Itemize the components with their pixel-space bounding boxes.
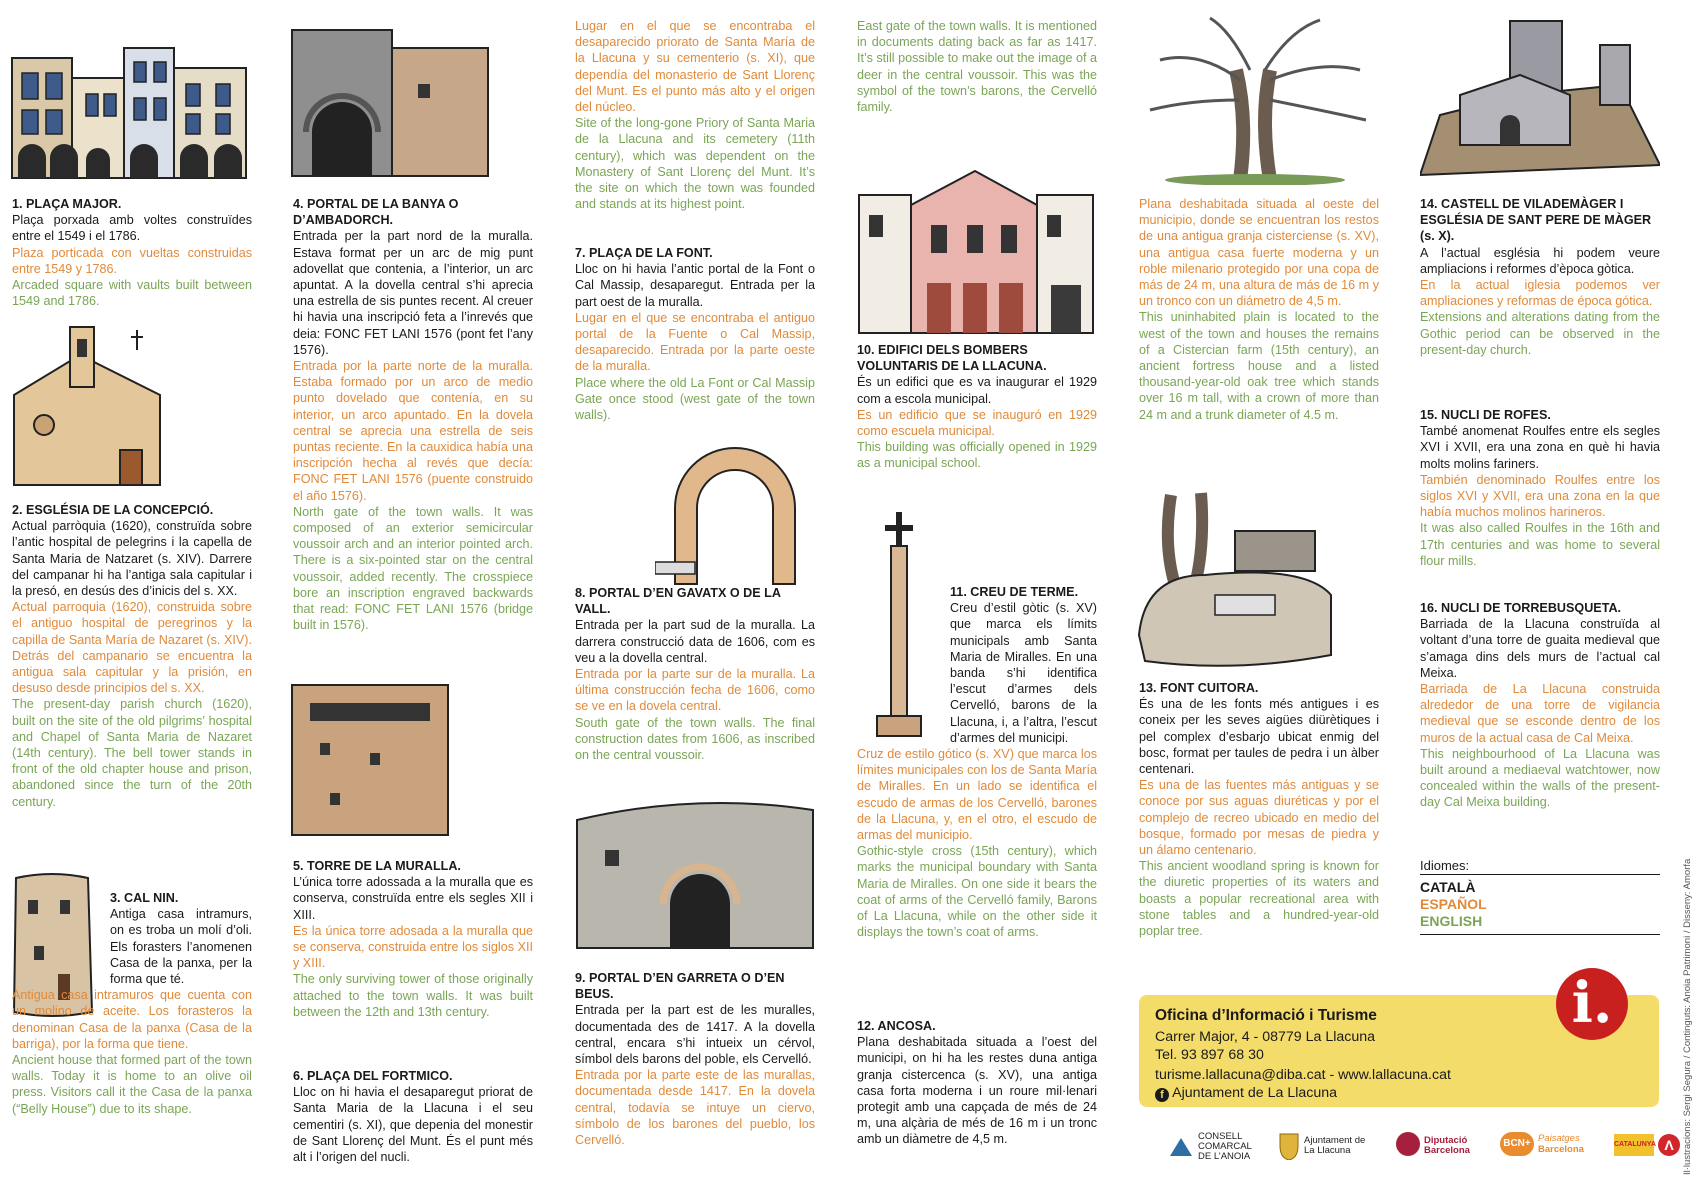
entry-4-portal-banya — [293, 196, 533, 633]
entry-text-spanish: Antigua casa intramuros que cuenta con un molino de aceite. Los forasteros la denominan Casa de la panxa (Casa de la barriga), por la forma que tiene. — [12, 988, 252, 1051]
office-contact[interactable]: turisme.lallacuna@diba.cat - www.lallacuna.cat — [1155, 1067, 1451, 1083]
entry-text-catalan: També anomenat Roulfes entre els segles XVI i XVII, era una zona en què hi havia molts molins fariners. — [1420, 424, 1660, 471]
entry-title: 16. NUCLI DE TORREBUSQUETA. — [1420, 601, 1622, 615]
entry-title: 2. ESGLÉSIA DE LA CONCEPCIÓ. — [12, 503, 214, 517]
entry-text-spanish: Lugar en el que se encontraba el antiguo portal de la Fuente o Cal Massip, desaparecido. Entrada por la parte oeste de la muralla. — [575, 310, 815, 374]
entry-text-english: Site of the long-gone Priory of Santa Maria de la Llacuna and its cemetery (11th century), which was dependent on the Monastery of Sant Llorenç del Munt. It’s the site on which the town was founded and stands at its highest point. — [575, 116, 815, 212]
entry-title: 1. PLAÇA MAJOR. — [12, 197, 122, 211]
entry-8-portal-gavatx — [575, 585, 815, 763]
entry-text-spanish: Plaza porticada con vueltas construidas entre 1549 y 1786. — [12, 245, 252, 276]
entry-13-font-cuitora — [1139, 680, 1379, 939]
bombers-illustration — [857, 165, 1097, 335]
entry-text-catalan: Lloc on hi havia el desaparegut priorat de Santa Maria de la Llacuna i el seu cementiri (s. XI), que depenia del monestir de Sant Llorenç del Munt. És el punt més alt i l’origen del nucli. — [293, 1085, 533, 1165]
font-cuitora-illustration — [1135, 485, 1335, 675]
entry-text-english: It was also called Roulfes in the 16th and 17th centuries and was home to several flour mills. — [1420, 521, 1660, 568]
entry-11-creu-terme — [857, 584, 1097, 940]
entry-9-continued — [857, 18, 1097, 115]
languages-title: Idiomes: — [1420, 858, 1470, 873]
facebook-icon: f — [1155, 1088, 1169, 1102]
catalunya-logo: CATALUNYA Λ — [1614, 1128, 1686, 1162]
entry-9-portal-garreta — [575, 970, 815, 1148]
entry-1-plaça-major — [12, 196, 252, 309]
entry-text-english: Ancient house that formed part of the town walls. Today it is home to an olive oil press. Visitors call it the Casa de la panxa (“Belly House”) due to its shape. — [12, 1053, 252, 1116]
entry-text-catalan: Creu d’estil gòtic (s. XV) que marca els límits municipals amb Santa Maria de Miralles. En una banda s’hi identifica l’escut d’armes dels Cervelló, barons de la Llacuna, i, a l’altra, l’escut d’armes del municipi. — [950, 601, 1097, 745]
office-address: Carrer Major, 4 - 08779 La Llacuna — [1155, 1029, 1376, 1045]
coat-of-arms-icon — [1278, 1130, 1300, 1160]
entry-14-castell — [1420, 196, 1660, 358]
entry-text-spanish: Es un edificio que se inauguró en 1929 como escuela municipal. — [857, 407, 1097, 439]
entry-text-english: The present-day parish church (1620), built on the site of the old pilgrims’ hospital and Chapel of Santa Maria de Nazaret (14th century). The bell tower stands in front of the old chapter house and prison, abandoned since the turn of the 20th century. — [12, 697, 252, 809]
info-icon: i. — [1556, 968, 1628, 1040]
entry-title: 3. CAL NIN. — [110, 891, 179, 905]
entry-text-english: Gothic-style cross (15th century), which marks the municipal boundary with Santa Maria de Miralles. On one side it bears the coat of arms of the Cervelló family, Barons of La Llacuna, while on the other side it displays the town’s coat of arms. — [857, 844, 1097, 940]
entry-text-english: This building was officially opened in 1929 as a municipal school. — [857, 440, 1097, 471]
entry-text-spanish: Es una de las fuentes más antiguas y se conoce por sus aguas diuréticas y por el complejo de recreo ubicado en medio del bosque, formado por mesas de piedra y un álamo centenario. — [1139, 778, 1379, 858]
entry-text-spanish: Plana deshabitada situada al oeste del municipio, donde se encuentran los restos de una antigua granja cisterciense (s. XV), una antigua casa fuerte moderna y un roble milenario protegido por una copa de más de 24 m, una altura de más de 16 m y un tronco con un diámetro de 4,5 m. — [1139, 197, 1379, 309]
diputacio-logo: Diputació Barcelona — [1396, 1128, 1496, 1162]
entry-title: 6. PLAÇA DEL FORTMICO. — [293, 1069, 453, 1083]
entry-text-catalan: Barriada de la Llacuna construïda al voltant d’una torre de guaita medieval que s’amaga dins dels murs de l’actual cal Meixa. — [1420, 617, 1660, 680]
entry-12-ancosa — [857, 1018, 1097, 1148]
entry-text-english: This ancient woodland spring is known for the diuretic properties of its waters and boasts a popular recreational area with stone tables and a hundred-year-old poplar tree. — [1139, 859, 1379, 939]
entry-text-spanish: Lugar en el que se encontraba el desaparecido priorato de Santa María de la Llacuna y su cementerio (s. XI), que dependía del monasterio de Sant Llorenç del Munt. Es el punto más alto y el origen del núcleo. — [575, 19, 815, 115]
language-spanish[interactable]: ESPAÑOL — [1420, 896, 1487, 912]
entry-text-catalan: Plaça porxada amb voltes construïdes entre el 1549 i el 1786. — [12, 213, 252, 244]
divider — [1420, 874, 1660, 875]
entry-text-catalan: Lloc on hi havia l’antic portal de la Font o Cal Massip, desaparegut. Entrada per la part oest de la muralla. — [575, 262, 815, 309]
entry-6-plaça-fortmico — [293, 1068, 533, 1165]
portal-gavatx-illustration — [655, 438, 815, 586]
entry-text-catalan: A l’actual església hi podem veure ampliacions i reformes d’època gòtica. — [1420, 245, 1660, 276]
entry-text-catalan: És un edifici que es va inaugurar el 1929 com a escola municipal. — [857, 375, 1097, 406]
entry-text-catalan: Entrada per la part est de les muralles, documentada des de 1417. A la dovella central, encara s’hi intueix un cérvol, símbol dels barons del poble, els Cervelló. — [575, 1003, 815, 1067]
entry-text-catalan: Antiga casa intramurs, on es troba un molí d’oli. Els forasters l’anomenen Casa de la panxa, per la forma que té. — [110, 907, 252, 987]
ajuntament-logo: Ajuntament de La Llacuna — [1278, 1128, 1378, 1162]
plaça-major-illustration — [10, 18, 250, 186]
esglesia-illustration — [10, 325, 210, 490]
entry-text-catalan: Plana deshabitada situada a l’oest del municipi, on hi ha les restes duna antiga granja cistercenca (s. XV), una antiga casa forta moderna i un roure mil·lenari protegit amb una capçada de més de 24 m, una alçària de més de 16 m i un tronc amb un diàmetre de 4,5 m. — [857, 1035, 1097, 1147]
entry-text-english: This neighbourhood of La Llacuna was built around a mediaeval watchtower, now concealed within the walls of the present-day Cal Meixa building. — [1420, 746, 1660, 810]
entry-12-continued — [1139, 196, 1379, 423]
entry-title: 15. NUCLI DE ROFES. — [1420, 408, 1551, 422]
entry-5-torre-muralla — [293, 858, 533, 1020]
diputacio-mark-icon — [1396, 1132, 1420, 1156]
entry-title: 7. PLAÇA DE LA FONT. — [575, 246, 713, 260]
language-english[interactable]: ENGLISH — [1420, 913, 1483, 929]
entry-text-english: The only surviving tower of those originally attached to the town walls. It was built between the 12th and 13th century. — [293, 972, 533, 1019]
entry-text-spanish: Es la única torre adosada a la muralla que se conserva, construida entre los siglos XII y XIII. — [293, 923, 533, 971]
entry-10-bombers — [857, 342, 1097, 472]
entry-text-english: East gate of the town walls. It is mentioned in documents dating back as far as 1417. It’s still possible to make out the image of a deer in the central voussoir. This was the symbol of the town’s barons, the Cervelló family. — [857, 19, 1097, 115]
entry-title: 4. PORTAL DE LA BANYA O D’AMBADORCH. — [293, 197, 459, 228]
credits: Il·lustracions: Sergi Segura / Continguts: Anoia Patrimoni / Disseny: Amorfa — [1682, 858, 1693, 1175]
language-catalan[interactable]: CATALÀ — [1420, 879, 1476, 895]
entry-text-catalan: És una de les fonts més antigues i es coneix per les seves aigües diürètiques i pel complex d’esbarjo ubicat enmig del bosc, format per taules de pedra i un àlber centenari. — [1139, 697, 1379, 777]
entry-text-spanish: Actual parroquia (1620), construida sobre el antiguo hospital de peregrinos y la capilla de Santa María de Nazaret (s. XIV). Detrás del campanario se encuentra la antigua sala capitular y la prisión, en desuso desde principios del s. XX. — [12, 600, 252, 696]
entry-text-spanish: Barriada de La Llacuna construida alrededor de una torre de vigilancia medieval que se esconde dentro de los muros de la actual casa de Cal Meixa. — [1420, 682, 1660, 745]
entry-text-spanish: Cruz de estilo gótico (s. XV) que marca los límites municipales con los de Santa María de Miralles. En un lado se identifica el escudo de armas de los Cervelló, barones de la Llacuna, y, en el otro, el escudo de armas del municipio. — [857, 747, 1097, 843]
entry-2-esglesia — [12, 502, 252, 810]
entry-title: 14. CASTELL DE VILADEMÀGER I ESGLÉSIA DE SANT PERE DE MÀGER (s. X). — [1420, 197, 1652, 244]
entry-text-spanish: Entrada por la parte norte de la muralla. Estaba formado por un arco de medio punto dovelado que contenía, en su interior, un arco apuntado. En la dovela central se aprecia una estrella de seis puntas reciente. En la cauxidica había una inscripción hecha al revés que decía: FONC FET LANI 1576 (puente construido el año 1576). — [293, 359, 533, 503]
paisatges-barcelona-logo: BCN+ Paisatges Barcelona — [1500, 1128, 1610, 1162]
entry-title: 11. CREU DE TERME. — [950, 585, 1079, 599]
divider — [1420, 934, 1660, 935]
portal-garreta-illustration — [575, 790, 815, 950]
castell-illustration — [1420, 15, 1660, 180]
office-facebook[interactable] — [1155, 1085, 1337, 1102]
entry-text-spanish: Entrada por la parte sur de la muralla. La última construcción fecha de 1606, como se ve en la dovela central. — [575, 667, 815, 714]
entry-text-english: Arcaded square with vaults built between 1549 and 1786. — [12, 278, 252, 309]
entry-15-rofes — [1420, 407, 1660, 569]
ancosa-illustration — [1140, 10, 1370, 185]
catalunya-mark-icon: Λ — [1658, 1134, 1680, 1156]
portal-banya-illustration — [290, 28, 490, 178]
entry-text-catalan: L’única torre adossada a la muralla que es conserva, construïda entre els segles XII i XIII. — [293, 875, 533, 922]
facebook-label: Ajuntament de La Llacuna — [1172, 1085, 1338, 1101]
entry-text-spanish: En la actual iglesia podemos ver ampliaciones y reformas de época gótica. — [1420, 278, 1660, 309]
entry-text-english: North gate of the town walls. It was composed of an exterior semicircular voussoir arch and an interior pointed arch. There is a six-pointed star on the central voussoir, added recently. The crosspiece bore an inscription engraved backwards that read: FONC FET LANI 1576 (bridge built in 1576). — [293, 504, 533, 633]
entry-text-spanish: Entrada por la parte este de las murallas, documentada desde 1417. En la dovela central, todavía se intuye un ciervo, símbolo de los barones del pueblo, los Cervelló. — [575, 1068, 815, 1148]
entry-title: 10. EDIFICI DELS BOMBERS VOLUNTARIS DE LA LLACUNA. — [857, 343, 1047, 374]
office-phone[interactable]: Tel. 93 897 68 30 — [1155, 1047, 1264, 1063]
entry-6-continued — [575, 18, 815, 212]
entry-title: 12. ANCOSA. — [857, 1019, 936, 1033]
entry-text-english: South gate of the town walls. The final construction dates from 1606, as inscribed on the central voussoir. — [575, 715, 815, 763]
entry-16-torrebusqueta — [1420, 600, 1660, 811]
consell-comarcal-logo: CONSELL COMARCAL DE L’ANOIA — [1168, 1128, 1260, 1162]
entry-text-english: This uninhabited plain is located to the west of the town and houses the remains of a Cistercian farm (15th century), an ancient fortress house and a listed thousand-year-old oak tree which stands over 16 m tall, with a crown of more than 24 m and a trunk diameter of 4.5 m. — [1139, 310, 1379, 422]
office-title: Oficina d’Informació i Turisme — [1155, 1007, 1377, 1024]
entry-text-english: Place where the old La Font or Cal Massip Gate once stood (west gate of the town walls). — [575, 375, 815, 423]
entry-text-english: Extensions and alterations dating from the Gothic period can be observed in the present-day church. — [1420, 310, 1660, 357]
entry-title: 9. PORTAL D’EN GARRETA O D’EN BEUS. — [575, 971, 785, 1002]
entry-text-spanish: También denominado Roulfes entre los siglos XVI y XVII, era una zona en la que había muchos molinos harineros. — [1420, 472, 1660, 520]
entry-3-cal-nin — [12, 890, 252, 1117]
entry-text-catalan: Entrada per la part sud de la muralla. La darrera construcció data de 1606, com es veu a la dovella central. — [575, 618, 815, 665]
torre-muralla-illustration — [290, 683, 450, 841]
consell-mark-icon — [1168, 1134, 1194, 1158]
entry-title: 5. TORRE DE LA MURALLA. — [293, 859, 461, 873]
entry-title: 13. FONT CUITORA. — [1139, 681, 1259, 695]
entry-7-plaça-font — [575, 245, 815, 423]
entry-text-catalan: Entrada per la part nord de la muralla. Estava format per un arc de mig punt adovellat que contenia, a l’interior, un arc apuntat. A la dovella central s’hi aprecia una estrella de sis puntes recent. Al creuer hi havia una inscripció feta a l’inrevés que deia: FONC FET LANI 1576 (pont fet l’any 1576). — [293, 229, 533, 357]
entry-text-catalan: Actual parròquia (1620), construïda sobre l’antic hospital de pelegrins i la capella de Santa Maria de Natzaret (s. XIV). Darrere del campanar hi ha l’antiga sala capitular i la presó, en desús des d’inicis del s. XX. — [12, 519, 252, 599]
entry-title: 8. PORTAL D’EN GAVATX O DE LA VALL. — [575, 586, 781, 617]
